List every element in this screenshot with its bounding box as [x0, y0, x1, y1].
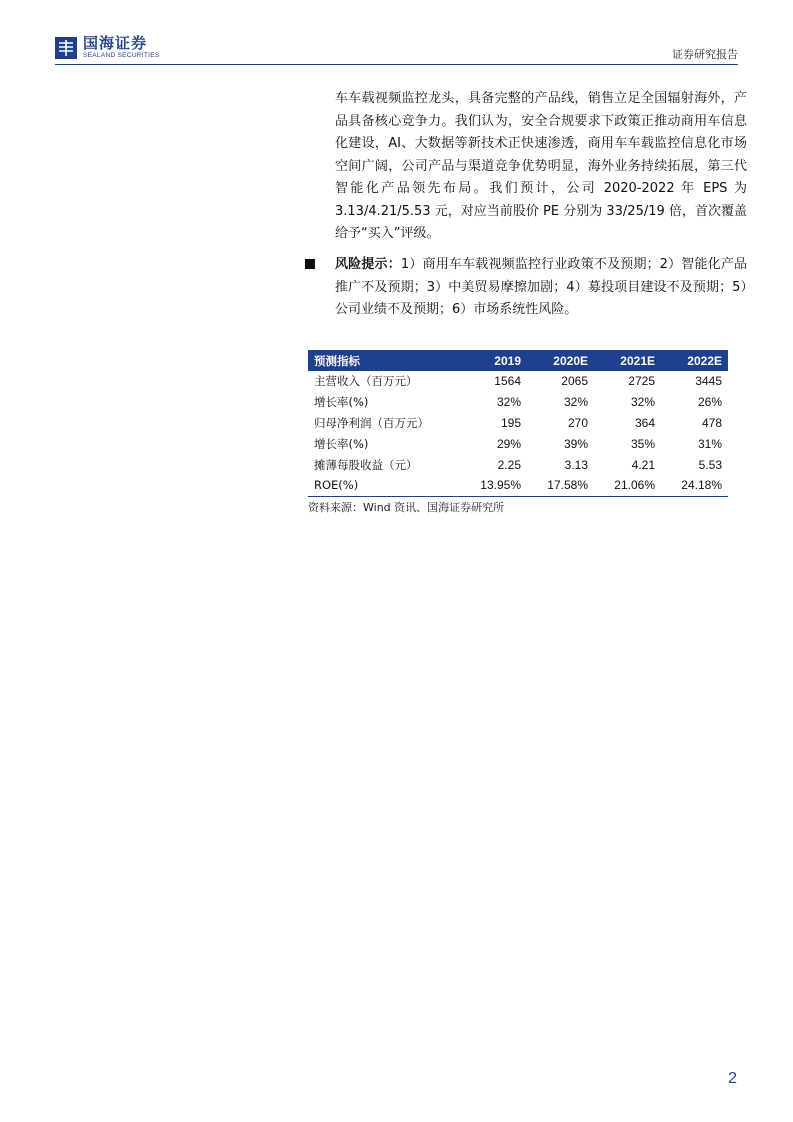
table-cell: 26%: [697, 395, 722, 410]
table-header-cell: 2019: [460, 350, 527, 371]
table-header-row: [308, 350, 728, 371]
company-logo: [55, 34, 160, 62]
table-cell: 31%: [697, 436, 722, 451]
table-row: [308, 433, 728, 454]
table-cell: 1564: [494, 374, 521, 389]
investment-summary-paragraph: 车车载视频监控龙头，具备完整的产品线，销售立足全国辐射海外，产品具备核心竞争力。我们认为，安全合规要求下政策正推动商用车信息化建设，AI、大数据等新技术正快速渗透，商用车车载监控信息化市场空间广阔，公司产品与渠道竞争优势明显，海外业务持续拓展，第三代智能化产品领先布局。我们预计，公司 2020-2022 年 EPS 为 3.13/4.21/5.53 元，对应当前股价 PE 分别为 33/25/19 倍，首次覆盖给予“买入”评级。: [335, 91, 747, 241]
table-cell: 增长率(%): [314, 436, 369, 451]
square-bullet-icon: [305, 259, 315, 269]
table-cell: 270: [567, 415, 588, 430]
table-cell: ROE(%): [308, 475, 460, 496]
table-cell: 增长率(%): [314, 395, 369, 410]
table-header-cell: 预测指标: [308, 350, 460, 371]
table-cell: 21.06%: [594, 475, 661, 496]
forecast-table: [308, 350, 728, 497]
table-cell: 17.58%: [527, 475, 594, 496]
risk-warning-paragraph: [335, 254, 747, 322]
table-cell: 195: [500, 415, 521, 430]
table-header-cell: 2022E: [661, 350, 728, 371]
table-cell: 13.95%: [460, 475, 527, 496]
risk-warning-text: 1）商用车车载视频监控行业政策不及预期；2）智能化产品推广不及预期；3）中美贸易摩擦加剧；4）募投项目建设不及预期；5）公司业绩不及预期；6）市场系统性风险。: [335, 257, 747, 317]
table-cell: 2725: [628, 374, 655, 389]
table-cell: 3445: [695, 374, 722, 389]
header-divider: [55, 64, 738, 65]
logo-english-name: SEALAND SECURITIES: [83, 52, 160, 60]
logo-chinese-name: 国海证券: [83, 34, 148, 53]
page-header: [55, 34, 738, 64]
table-cell: 39%: [563, 436, 588, 451]
table-cell: 2065: [561, 374, 588, 389]
table-row: [308, 454, 728, 475]
table-header-cell: 2021E: [594, 350, 661, 371]
table-cell: 478: [701, 415, 722, 430]
table-cell: 29%: [496, 436, 521, 451]
table-cell: 3.13: [564, 457, 588, 472]
table-cell: 364: [634, 415, 655, 430]
table-cell: 4.21: [631, 457, 655, 472]
table-cell: 35%: [630, 436, 655, 451]
report-type-label: 证券研究报告: [672, 48, 738, 61]
risk-warning-title: 风险提示：: [335, 257, 401, 272]
table-cell: 2.25: [497, 457, 521, 472]
table-cell: 24.18%: [661, 475, 728, 496]
table-row: [308, 371, 728, 392]
table-row: [308, 413, 728, 434]
sealand-logo-icon: [55, 37, 77, 59]
table-cell: 32%: [496, 395, 521, 410]
table-source-note: 资料来源：Wind 资讯、国海证券研究所: [308, 501, 505, 514]
table-row: [308, 475, 728, 496]
table-cell: 5.53: [698, 457, 722, 472]
table-cell: 32%: [563, 395, 588, 410]
table-cell: 归母净利润（百万元）: [314, 415, 429, 430]
table-row: [308, 392, 728, 413]
table-cell: 32%: [630, 395, 655, 410]
table-cell: 主营收入（百万元）: [314, 374, 418, 389]
page-number: 2: [728, 1070, 737, 1087]
table-header-cell: 2020E: [527, 350, 594, 371]
table-cell: 摊薄每股收益（元）: [314, 457, 418, 472]
